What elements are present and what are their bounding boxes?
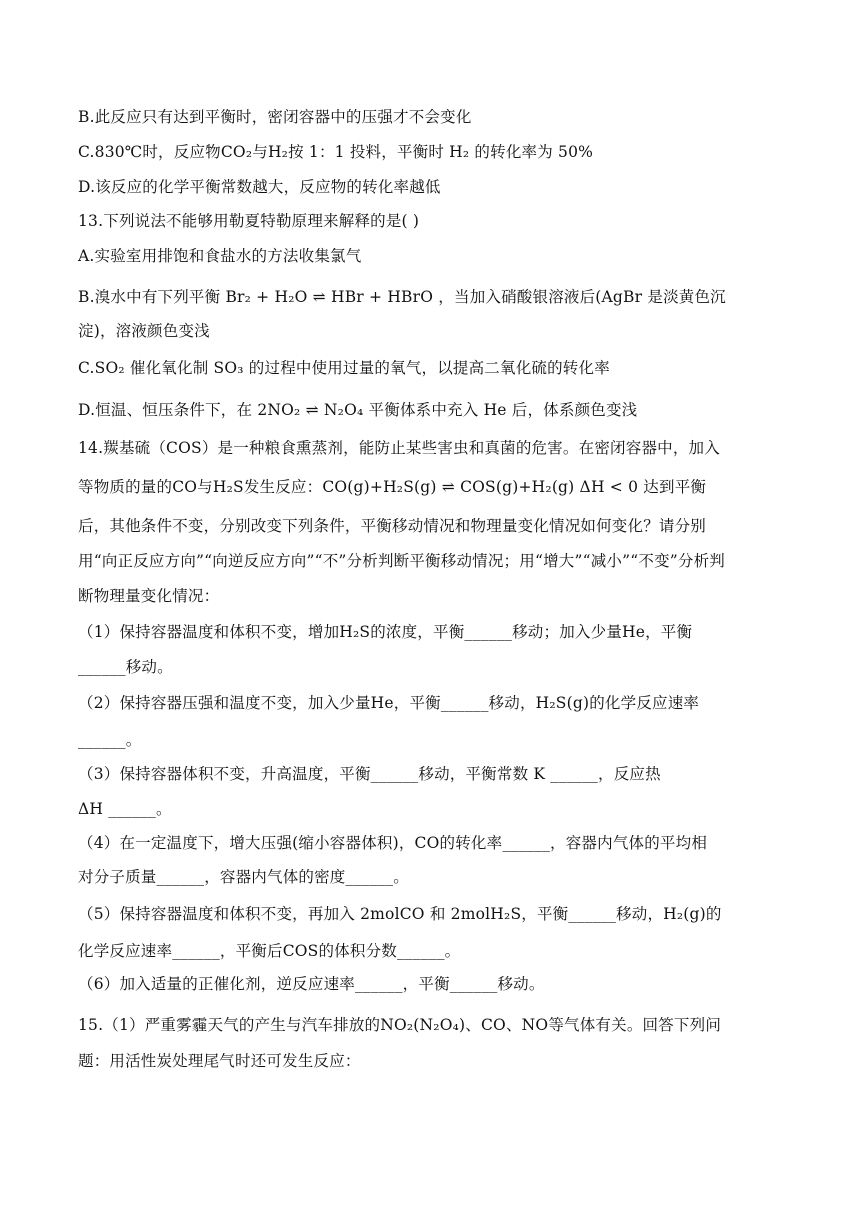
question-14-text-5: 断物理量变化情况： [78,587,220,605]
question-14-text-3: 后，其他条件不变，分别改变下列条件，平衡移动情况和物理量变化情况如何变化？请分别 [78,517,707,535]
option-13-d: D.恒温、恒压条件下，在 2NO₂ ⇌ N₂O₄ 平衡体系中充入 He 后，体系颜色变浅 [78,401,638,419]
text-line-2: C.830℃时，反应物CO₂与H₂按 1：1 投料，平衡时 H₂ 的转化率为 50% [78,143,594,161]
question-14-part-6: （6）加入适量的正催化剂，逆反应速率______，平衡______移动。 [78,975,545,993]
question-14-stem: 14.羰基硫（COS）是一种粮食熏蒸剂，能防止某些害虫和真菌的危害。在密闭容器中，加入 [78,439,720,457]
question-14-part-5: （5）保持容器温度和体积不变，再加入 2molCO 和 2molH₂S，平衡______移动，H₂(g)的 [78,905,722,923]
question-15-stem: 15.（1）严重雾霾天气的产生与汽车排放的NO₂(N₂O₄)、CO、NO等气体有关。回答下列问 [78,1016,722,1034]
question-14-part-2-cont: ______。 [78,731,142,749]
option-13-c: C.SO₂ 催化氧化制 SO₃ 的过程中使用过量的氧气，以提高二氧化硫的转化率 [78,359,610,377]
question-14-part-1: （1）保持容器温度和体积不变，增加H₂S的浓度，平衡______移动；加入少量He，平衡 [78,623,693,641]
question-14-text-4: 用“向正反应方向”“向逆反应方向”“不”分析判断平衡移动情况；用“增大”“减小”“不变”分析判 [78,552,725,570]
question-14-part-2: （2）保持容器压强和温度不变，加入少量He，平衡______移动，H₂S(g)的化学反应速率 [78,694,700,712]
question-14-equation: 等物质的量的CO与H₂S发生反应：CO(g)+H₂S(g) ⇌ COS(g)+H₂(g) ΔH < 0 达到平衡 [78,478,707,496]
text-line-3: D.该反应的化学平衡常数越大，反应物的转化率越低 [78,178,441,196]
option-13-b: B.溴水中有下列平衡 Br₂ + H₂O ⇌ HBr + HBrO ，当加入硝酸银溶液后(AgBr 是淡黄色沉 [78,288,726,306]
question-14-part-3: （3）保持容器体积不变，升高温度，平衡______移动，平衡常数 K ______，反应热 [78,765,661,783]
question-14-part-4-cont: 对分子质量______，容器内气体的密度______。 [78,868,409,886]
option-13-b-cont: 淀)，溶液颜色变浅 [78,322,210,340]
text-line-1: B.此反应只有达到平衡时，密闭容器中的压强才不会变化 [78,108,472,126]
question-15-stem-cont: 题：用活性炭处理尾气时还可发生反应： [78,1052,361,1070]
question-14-part-3-cont: ΔH ______。 [78,800,172,818]
question-14-part-1-cont: ______移动。 [78,658,173,676]
question-14-part-5-cont: 化学反应速率______，平衡后COS的体积分数______。 [78,942,461,960]
question-14-part-4: （4）在一定温度下，增大压强(缩小容器体积)，CO的转化率______，容器内气体的平均相 [78,834,708,852]
question-13-stem: 13.下列说法不能够用勒夏特勒原理来解释的是( ) [78,212,420,230]
option-13-a: A.实验室用排饱和食盐水的方法收集氯气 [78,247,362,265]
